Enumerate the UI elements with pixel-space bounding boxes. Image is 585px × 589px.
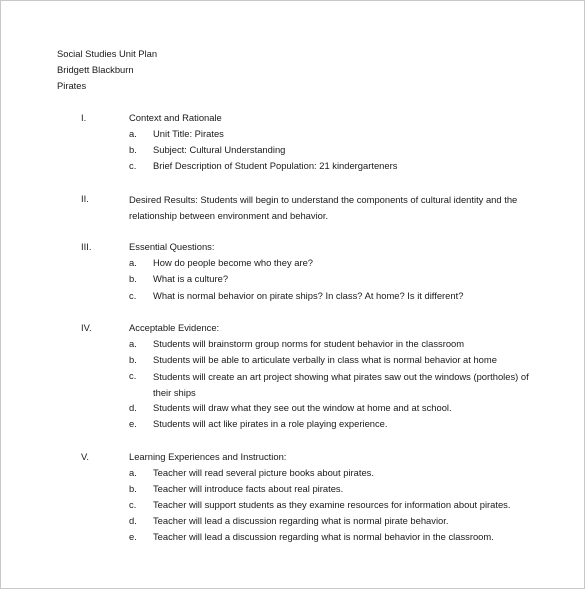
item-letter: a. <box>129 467 137 478</box>
section-numeral: III. <box>81 241 92 252</box>
section-title: Essential Questions: <box>129 241 215 252</box>
item-letter: b. <box>129 483 137 494</box>
item-letter: a. <box>129 257 137 268</box>
list-item: Teacher will introduce facts about real pirates. <box>153 483 344 494</box>
unit-topic: Pirates <box>57 80 87 91</box>
list-item: What is a culture? <box>153 273 229 284</box>
section-title: Acceptable Evidence: <box>129 322 220 333</box>
section-title: Learning Experiences and Instruction: <box>129 451 287 462</box>
list-item: Teacher will read several picture books about pirates. <box>153 467 374 478</box>
item-letter: a. <box>129 338 137 349</box>
item-letter: d. <box>129 515 137 526</box>
item-letter: d. <box>129 402 137 413</box>
section-numeral: II. <box>81 193 89 204</box>
item-letter: c. <box>129 499 137 510</box>
list-item: Teacher will lead a discussion regarding what is normal behavior in the classroom. <box>153 531 494 542</box>
list-item: Students will draw what they see out the window at home and at school. <box>153 402 452 413</box>
item-letter: b. <box>129 144 137 155</box>
item-letter: c. <box>129 290 137 301</box>
list-item: Brief Description of Student Population: 21 kindergarteners <box>153 160 398 171</box>
list-item: Teacher will lead a discussion regarding what is normal pirate behavior. <box>153 515 449 526</box>
item-letter: b. <box>129 354 137 365</box>
list-item: Students will create an art project showing what pirates saw out the windows (portholes) of their ships <box>153 371 529 398</box>
item-letter: c. <box>129 160 137 171</box>
item-letter: b. <box>129 273 137 284</box>
author-name: Bridgett Blackburn <box>57 64 134 75</box>
list-item: Unit Title: Pirates <box>153 128 224 139</box>
list-item: How do people become who they are? <box>153 257 313 268</box>
section-paragraph: Desired Results: Students will begin to understand the components of cultural identity and the relationship between environment and behavior. <box>129 194 518 221</box>
list-item: Students will be able to articulate verbally in class what is normal behavior at home <box>153 354 497 365</box>
section-numeral: V. <box>81 451 89 462</box>
list-item: What is normal behavior on pirate ships? In class? At home? Is it different? <box>153 290 464 301</box>
item-letter: e. <box>129 418 137 429</box>
list-item: Teacher will support students as they examine resources for information about pirates. <box>153 499 511 510</box>
section-numeral: I. <box>81 112 87 123</box>
doc-title: Social Studies Unit Plan <box>57 48 158 59</box>
item-letter: e. <box>129 531 137 542</box>
list-item: Subject: Cultural Understanding <box>153 144 286 155</box>
list-item: Students will act like pirates in a role playing experience. <box>153 418 388 429</box>
list-item: Students will brainstorm group norms for student behavior in the classroom <box>153 338 465 349</box>
section-title: Context and Rationale <box>129 112 222 123</box>
section-numeral: IV. <box>81 322 92 333</box>
item-letter: c. <box>129 370 137 381</box>
item-letter: a. <box>129 128 137 139</box>
